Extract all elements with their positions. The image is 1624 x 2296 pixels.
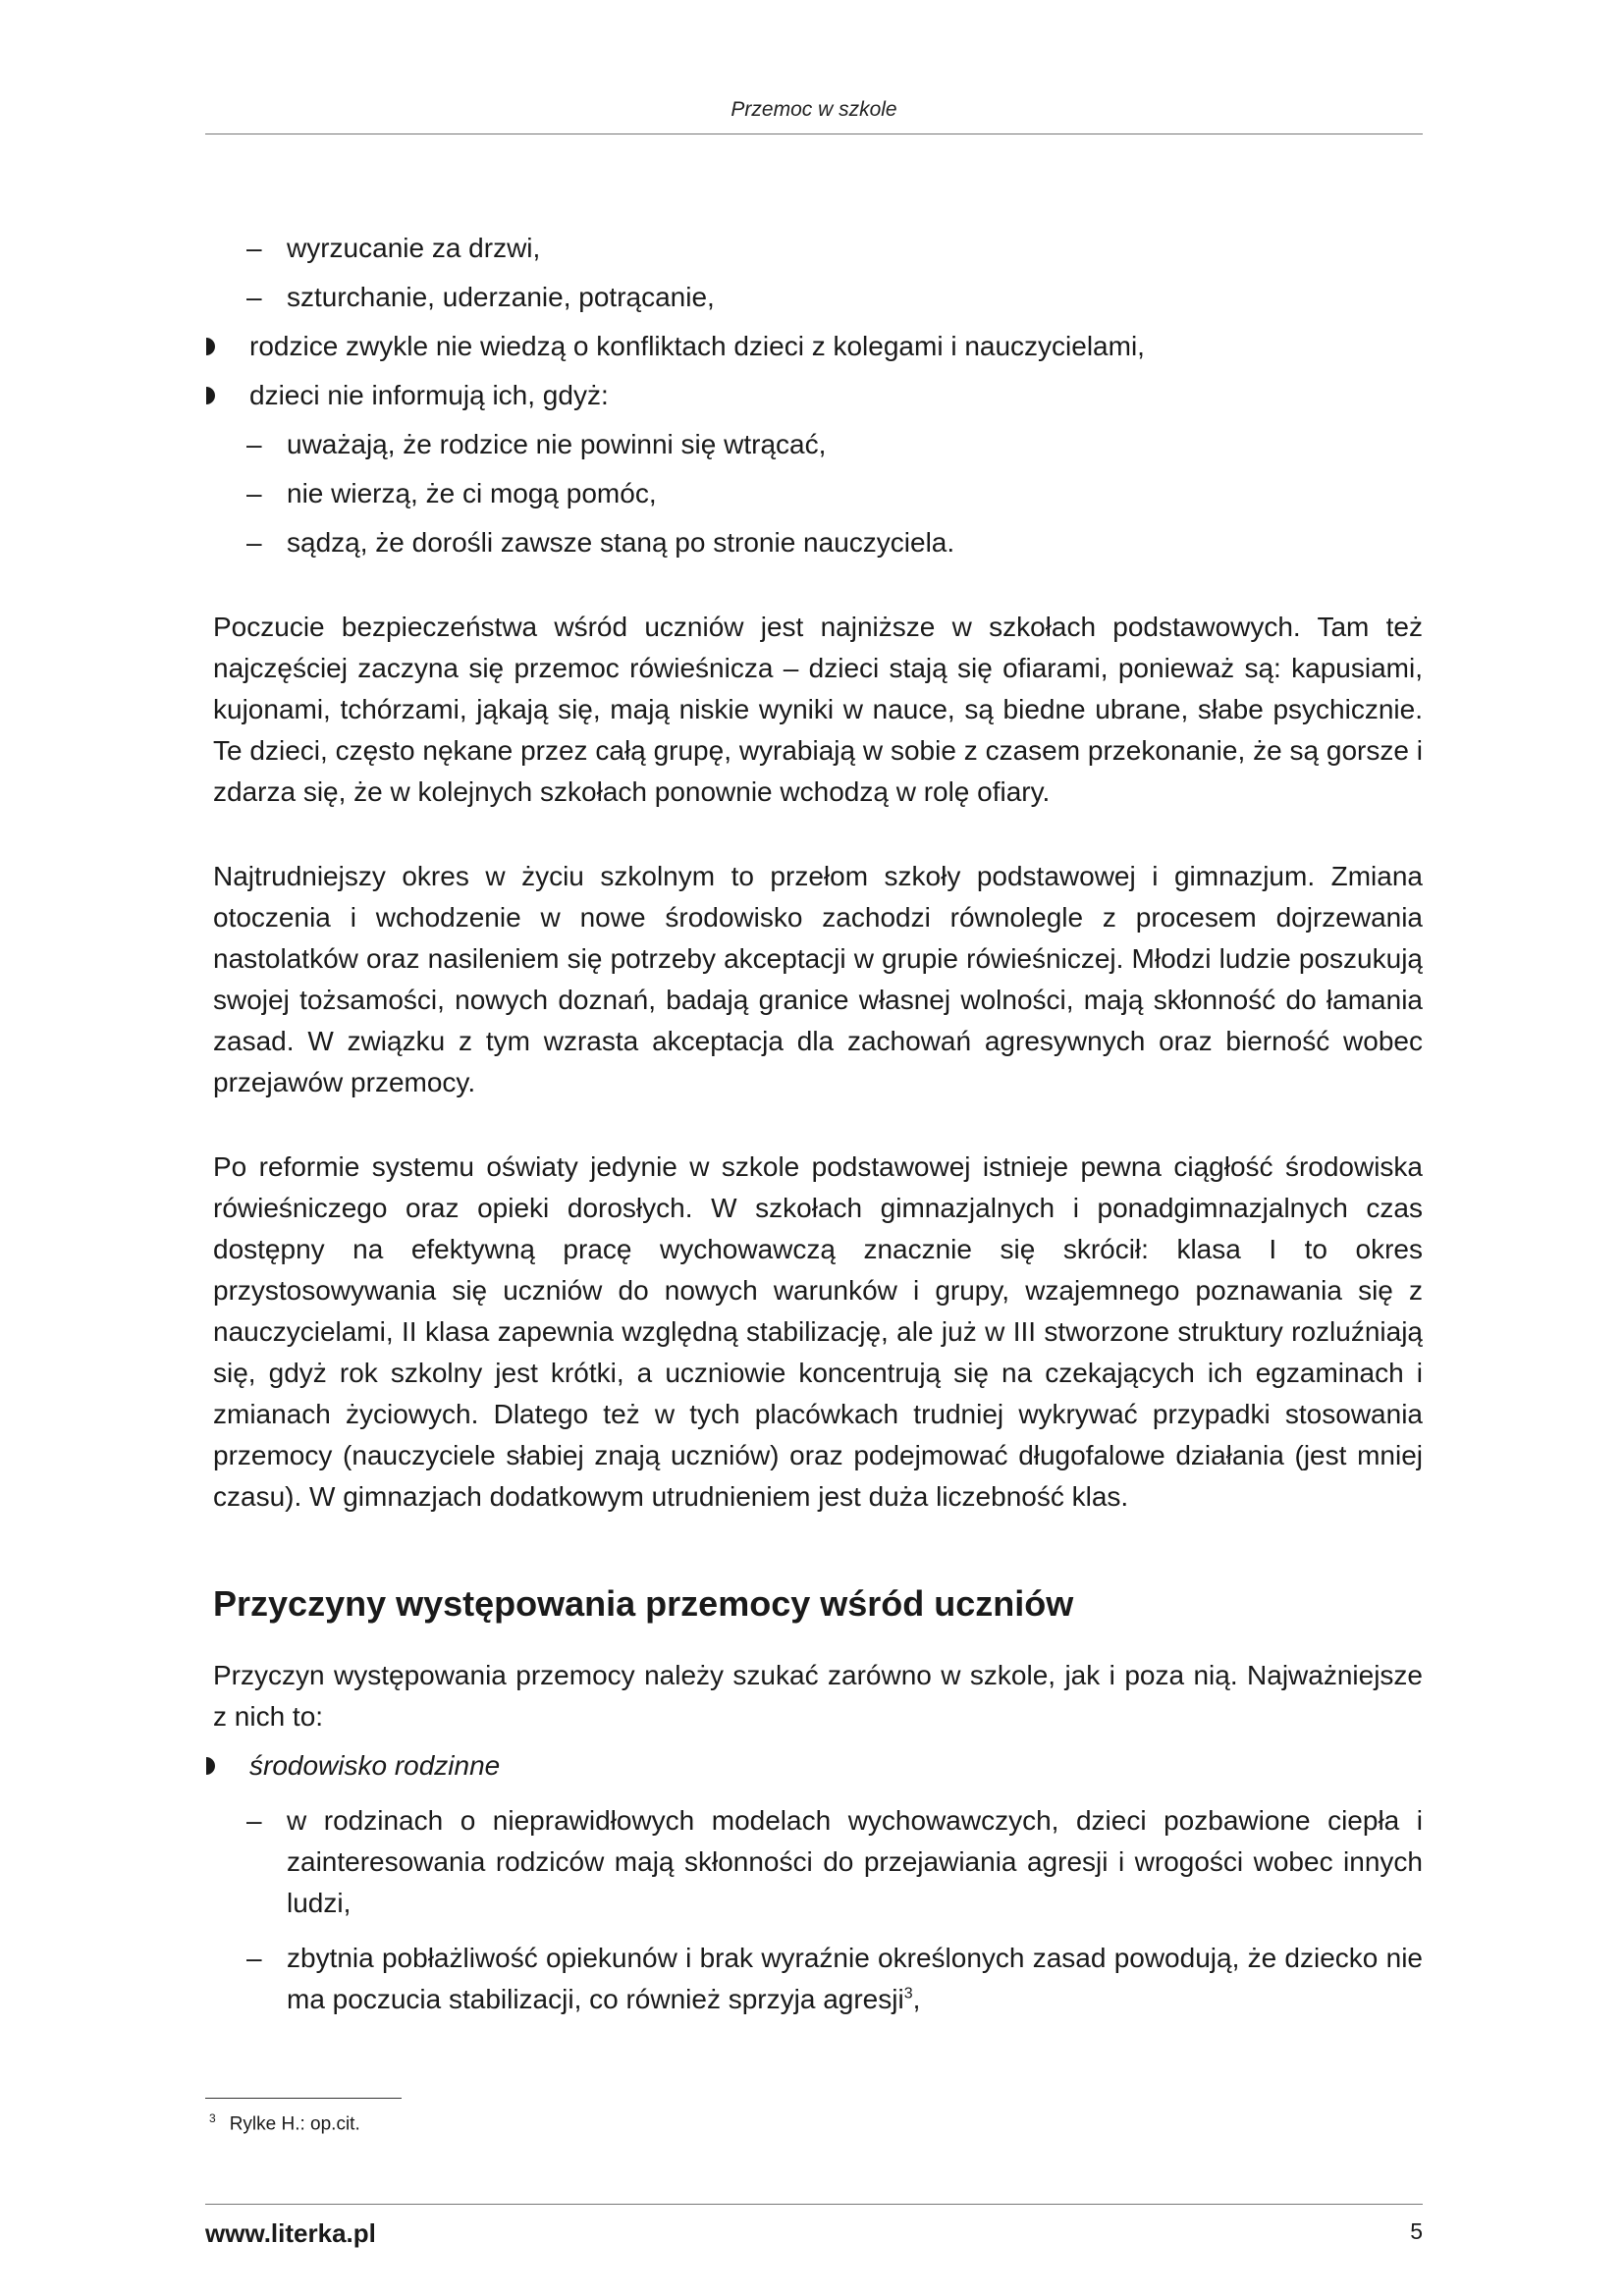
list-item: [213, 228, 1423, 269]
footer-url[interactable]: www.literka.pl: [205, 2218, 376, 2248]
list-item-text: szturchanie, uderzanie, potrącanie,: [287, 282, 715, 312]
list-item: [213, 522, 1423, 563]
list-item-text: zbytnia pobłażliwość opiekunów i brak wyraźnie określonych zasad powodują, że dziecko nie ma poczucia stabilizacji, co również sprzyja agresji: [287, 1943, 1423, 2014]
list-item: [213, 375, 1423, 416]
section-intro: Przyczyn występowania przemocy należy szukać zarówno w szkole, jak i poza nią. Najważniejsze z nich to:: [213, 1660, 1423, 1732]
list-item-text: uważają, że rodzice nie powinni się wtrącać,: [287, 429, 827, 459]
list-item-punct: ,: [912, 1984, 921, 2014]
list-item-text: w rodzinach o nieprawidłowych modelach wychowawczych, dzieci pozbawione ciepła i zainteresowania rodziców mają skłonności do przejawiania agresji i wrogości wobec innych ludzi,: [287, 1805, 1423, 1918]
dash-marker: –: [246, 1943, 262, 1973]
list-item-text: nie wierzą, że ci mogą pomóc,: [287, 478, 657, 508]
list-item-text: wyrzucanie za drzwi,: [287, 233, 541, 263]
page-body: [213, 228, 1423, 2020]
bullet-icon: [206, 387, 215, 404]
list-item: [213, 326, 1423, 367]
footnote-number: 3: [209, 2111, 216, 2125]
footnote-text: Rylke H.: op.cit.: [229, 2113, 360, 2135]
dash-marker: –: [246, 1805, 262, 1836]
footnote: [209, 2106, 360, 2137]
list-item: [213, 1745, 1423, 1787]
paragraph: Poczucie bezpieczeństwa wśród uczniów jest najniższe w szkołach podstawowych. Tam też najczęściej zaczyna się przemoc rówieśnicza – dzieci stają się ofiarami, ponieważ są: kapusiami, kujonami, tchórzami, jąkają się, mają niskie wyniki w nauce, są biedne ubrane, słabe psychicznie. Te dzieci, często nękane przez całą grupę, wyrabiają w sobie z czasem przekonanie, że są gorsze i zdarza się, że w kolejnych szkołach ponownie wchodzą w rolę ofiary.: [213, 612, 1423, 807]
list-item-text: sądzą, że dorośli zawsze staną po stronie nauczyciela.: [287, 527, 955, 558]
dash-marker: –: [246, 233, 262, 263]
section-heading: Przyczyny występowania przemocy wśród uczniów: [213, 1583, 1074, 1624]
header-divider: [205, 133, 1423, 134]
list-item: [213, 473, 1423, 514]
bullet-icon: [206, 1757, 215, 1775]
dash-marker: –: [246, 282, 262, 312]
list-item-text: dzieci nie informują ich, gdyż:: [249, 380, 609, 410]
paragraph: Po reformie systemu oświaty jedynie w szkole podstawowej istnieje pewna ciągłość środowiska rówieśniczego oraz opieki dorosłych. W szkołach gimnazjalnych i ponadgimnazjalnych czas dostępny na efektywną pracę wychowawczą znacznie się skrócił: klasa I to okres przystosowywania się uczniów do nowych warunków i grupy, wzajemnego poznawania się z nauczycielami, II klasa zapewnia względną stabilizację, ale już w III stworzone struktury rozluźniają się, gdyż rok szkolny jest krótki, a uczniowie koncentrują się na czekających ich egzaminach i zmianach życiowych. Dlatego też w tych placówkach trudniej wykrywać przypadki stosowania przemocy (nauczyciele słabiej znają uczniów) oraz podejmować długofalowe działania (jest mniej czasu). W gimnazjach dodatkowym utrudnieniem jest duża liczebność klas.: [213, 1151, 1423, 1512]
dash-marker: –: [246, 429, 262, 459]
page-number: 5: [1410, 2218, 1423, 2244]
list-item: [213, 277, 1423, 318]
dash-marker: –: [246, 527, 262, 558]
paragraph: Najtrudniejszy okres w życiu szkolnym to przełom szkoły podstawowej i gimnazjum. Zmiana otoczenia i wchodzenie w nowe środowisko zachodzi równolegle z procesem dojrzewania nastolatków oraz nasileniem się potrzeby akceptacji w grupie rówieśniczej. Młodzi ludzie poszukują swojej tożsamości, nowych doznań, badają granice własnej wolności, mają skłonność do łamania zasad. W związku z tym wzrasta akceptacja dla zachowań agresywnych oraz bierność wobec przejawów przemocy.: [213, 861, 1423, 1097]
footnote-ref[interactable]: 3: [903, 1985, 913, 2002]
list-item-text-wrapper: [287, 1938, 1423, 2020]
footnote-divider: [205, 2098, 402, 2099]
bullet-icon: [206, 338, 215, 355]
list-item: [213, 1800, 1423, 1924]
footer-divider: [205, 2204, 1423, 2205]
running-title: Przemoc w szkole: [731, 98, 897, 121]
list-item-text: środowisko rodzinne: [249, 1750, 501, 1781]
list-item: [213, 1938, 1423, 2020]
list-item: [213, 424, 1423, 465]
list-item-text: rodzice zwykle nie wiedzą o konfliktach dzieci z kolegami i nauczycielami,: [249, 331, 1145, 361]
dash-marker: –: [246, 478, 262, 508]
